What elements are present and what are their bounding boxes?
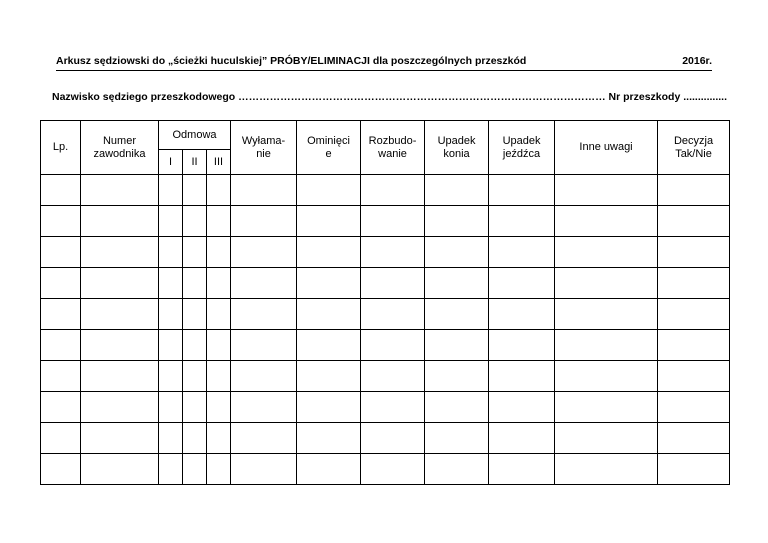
cell-decyzja[interactable] [658,361,730,392]
cell-lp[interactable] [41,299,81,330]
cell-rozbudowanie[interactable] [361,268,425,299]
cell-upadek-konia[interactable] [425,299,489,330]
cell-lp[interactable] [41,330,81,361]
cell-rozbudowanie[interactable] [361,423,425,454]
table-body [41,175,730,485]
cell-numer[interactable] [81,206,159,237]
table-row [41,392,730,423]
sheet-title-text: Arkusz sędziowski do „ścieżki huculskiej” PRÓBY/ELIMINACJI dla poszczególnych przeszkód [56,55,527,67]
col-header-wylamanie: Wyłama- nie [231,121,297,175]
cell-numer[interactable] [81,175,159,206]
cell-ominiecie[interactable] [297,268,361,299]
cell-upadek-jezdzca[interactable] [489,175,555,206]
cell-rozbudowanie[interactable] [361,392,425,423]
cell-odmowa-3[interactable] [207,423,231,454]
cell-odmowa-2[interactable] [183,299,207,330]
cell-odmowa-2[interactable] [183,454,207,485]
cell-odmowa-3[interactable] [207,268,231,299]
col-header-ominiecie: Ominięci e [297,121,361,175]
cell-odmowa-3[interactable] [207,330,231,361]
cell-wylamanie[interactable] [231,330,297,361]
cell-odmowa-1[interactable] [159,423,183,454]
cell-decyzja[interactable] [658,175,730,206]
cell-inne-uwagi[interactable] [555,206,658,237]
table-row [41,454,730,485]
cell-lp[interactable] [41,423,81,454]
cell-upadek-jezdzca[interactable] [489,206,555,237]
cell-odmowa-3[interactable] [207,175,231,206]
cell-odmowa-1[interactable] [159,454,183,485]
cell-ominiecie[interactable] [297,206,361,237]
col-header-numer: Numer zawodnika [81,121,159,175]
cell-rozbudowanie[interactable] [361,330,425,361]
cell-odmowa-2[interactable] [183,423,207,454]
cell-ominiecie[interactable] [297,175,361,206]
cell-inne-uwagi[interactable] [555,330,658,361]
col-header-odmowa-2: II [183,150,207,175]
cell-rozbudowanie[interactable] [361,237,425,268]
cell-odmowa-2[interactable] [183,361,207,392]
cell-rozbudowanie[interactable] [361,454,425,485]
cell-inne-uwagi[interactable] [555,175,658,206]
cell-ominiecie[interactable] [297,423,361,454]
cell-odmowa-3[interactable] [207,299,231,330]
cell-odmowa-2[interactable] [183,392,207,423]
col-header-odmowa-3: III [207,150,231,175]
cell-inne-uwagi[interactable] [555,392,658,423]
cell-decyzja[interactable] [658,268,730,299]
cell-decyzja[interactable] [658,392,730,423]
cell-numer[interactable] [81,299,159,330]
cell-rozbudowanie[interactable] [361,175,425,206]
col-header-lp: Lp. [41,121,81,175]
cell-lp[interactable] [41,454,81,485]
cell-upadek-konia[interactable] [425,361,489,392]
cell-ominiecie[interactable] [297,454,361,485]
cell-numer[interactable] [81,268,159,299]
cell-inne-uwagi[interactable] [555,268,658,299]
cell-upadek-konia[interactable] [425,454,489,485]
table-row [41,423,730,454]
cell-odmowa-2[interactable] [183,237,207,268]
cell-rozbudowanie[interactable] [361,299,425,330]
cell-wylamanie[interactable] [231,361,297,392]
cell-numer[interactable] [81,237,159,268]
cell-odmowa-3[interactable] [207,454,231,485]
cell-ominiecie[interactable] [297,237,361,268]
col-header-odmowa: Odmowa [159,121,231,150]
table-row [41,206,730,237]
cell-decyzja[interactable] [658,330,730,361]
table-row [41,361,730,392]
cell-odmowa-3[interactable] [207,237,231,268]
cell-upadek-jezdzca[interactable] [489,237,555,268]
cell-odmowa-3[interactable] [207,392,231,423]
cell-lp[interactable] [41,206,81,237]
cell-ominiecie[interactable] [297,299,361,330]
cell-upadek-jezdzca[interactable] [489,423,555,454]
cell-decyzja[interactable] [658,206,730,237]
cell-odmowa-1[interactable] [159,299,183,330]
cell-inne-uwagi[interactable] [555,237,658,268]
cell-wylamanie[interactable] [231,206,297,237]
cell-odmowa-1[interactable] [159,392,183,423]
cell-odmowa-2[interactable] [183,330,207,361]
cell-wylamanie[interactable] [231,299,297,330]
table-row [41,299,730,330]
judge-sheet-table [40,120,730,485]
cell-odmowa-2[interactable] [183,206,207,237]
cell-lp[interactable] [41,392,81,423]
cell-numer[interactable] [81,361,159,392]
col-header-upadek-jezdzca: Upadek jeźdźca [489,121,555,175]
cell-numer[interactable] [81,423,159,454]
cell-decyzja[interactable] [658,423,730,454]
cell-wylamanie[interactable] [231,454,297,485]
cell-odmowa-2[interactable] [183,175,207,206]
cell-upadek-konia[interactable] [425,268,489,299]
cell-odmowa-1[interactable] [159,206,183,237]
cell-lp[interactable] [41,361,81,392]
cell-inne-uwagi[interactable] [555,299,658,330]
cell-numer[interactable] [81,454,159,485]
col-header-upadek-konia: Upadek konia [425,121,489,175]
cell-ominiecie[interactable] [297,330,361,361]
cell-lp[interactable] [41,268,81,299]
cell-odmowa-2[interactable] [183,268,207,299]
table-row [41,330,730,361]
cell-wylamanie[interactable] [231,175,297,206]
col-header-inne-uwagi: Inne uwagi [555,121,658,175]
cell-upadek-jezdzca[interactable] [489,392,555,423]
cell-upadek-konia[interactable] [425,237,489,268]
col-header-decyzja: Decyzja Tak/Nie [658,121,730,175]
judge-line: Nazwisko sędziego przeszkodowego …………………………………………………………………………………………… Nr przeszkody ............... [52,91,727,103]
cell-numer[interactable] [81,392,159,423]
cell-rozbudowanie[interactable] [361,361,425,392]
cell-upadek-konia[interactable] [425,175,489,206]
cell-upadek-konia[interactable] [425,330,489,361]
cell-upadek-jezdzca[interactable] [489,299,555,330]
cell-decyzja[interactable] [658,237,730,268]
cell-odmowa-1[interactable] [159,361,183,392]
cell-odmowa-1[interactable] [159,237,183,268]
cell-rozbudowanie[interactable] [361,206,425,237]
sheet-year: 2016r. [682,55,712,67]
cell-upadek-jezdzca[interactable] [489,361,555,392]
cell-decyzja[interactable] [658,454,730,485]
cell-odmowa-3[interactable] [207,361,231,392]
cell-odmowa-1[interactable] [159,175,183,206]
cell-lp[interactable] [41,175,81,206]
cell-upadek-konia[interactable] [425,423,489,454]
cell-ominiecie[interactable] [297,361,361,392]
col-header-odmowa-1: I [159,150,183,175]
cell-wylamanie[interactable] [231,423,297,454]
cell-odmowa-1[interactable] [159,268,183,299]
cell-odmowa-3[interactable] [207,206,231,237]
table-row [41,237,730,268]
cell-upadek-jezdzca[interactable] [489,454,555,485]
cell-odmowa-1[interactable] [159,330,183,361]
cell-inne-uwagi[interactable] [555,454,658,485]
cell-upadek-jezdzca[interactable] [489,330,555,361]
cell-upadek-jezdzca[interactable] [489,268,555,299]
cell-inne-uwagi[interactable] [555,361,658,392]
col-header-rozbudowanie: Rozbudo- wanie [361,121,425,175]
cell-wylamanie[interactable] [231,237,297,268]
table-row [41,268,730,299]
cell-ominiecie[interactable] [297,392,361,423]
sheet-title [56,54,712,71]
cell-upadek-konia[interactable] [425,392,489,423]
cell-decyzja[interactable] [658,299,730,330]
cell-upadek-konia[interactable] [425,206,489,237]
cell-wylamanie[interactable] [231,392,297,423]
cell-lp[interactable] [41,237,81,268]
cell-numer[interactable] [81,330,159,361]
cell-wylamanie[interactable] [231,268,297,299]
cell-inne-uwagi[interactable] [555,423,658,454]
table-row [41,175,730,206]
